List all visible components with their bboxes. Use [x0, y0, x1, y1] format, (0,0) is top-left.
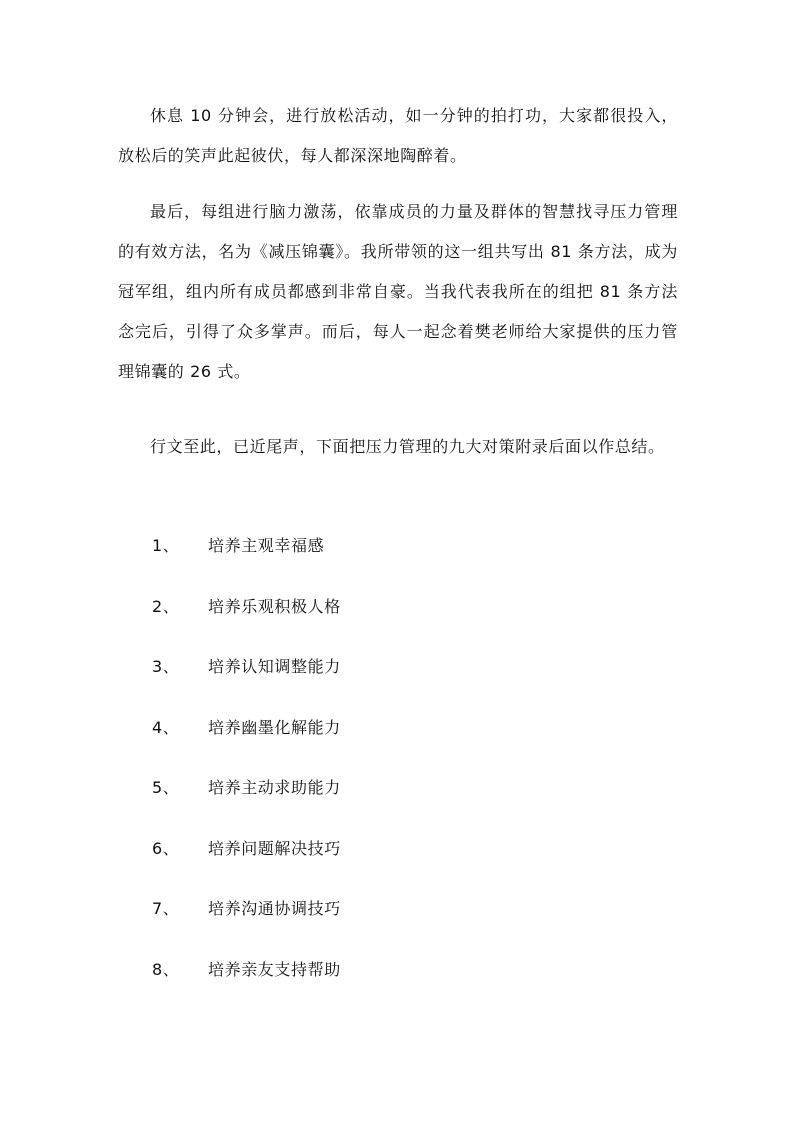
list-item-number: 2、: [152, 596, 180, 616]
list-item: [152, 893, 341, 954]
list-item: [152, 651, 341, 712]
list-item-number: 7、: [152, 899, 180, 918]
list-item-text: 培养幽墨化解能力: [208, 717, 341, 737]
list-item: [152, 712, 341, 773]
list-item-number: 4、: [152, 717, 180, 737]
list-item: [152, 772, 341, 833]
paragraph-conclusion: 行文至此，已近尾声，下面把压力管理的九大对策附录后面以作总结。: [150, 437, 665, 456]
paragraph-relaxation: 休息 10 分钟会，进行放松活动，如一分钟的拍打功，大家都很投入，放松后的笑声此起彼伏，每人都深深地陶醉着。: [118, 106, 678, 165]
list-item-number: 3、: [152, 657, 180, 676]
list-item: [152, 833, 341, 894]
list-item-number: 8、: [152, 959, 180, 979]
list-item: [152, 591, 341, 652]
list-item-text: 培养沟通协调技巧: [208, 899, 341, 918]
list-item-text: 培养乐观积极人格: [208, 596, 341, 616]
list-item: [152, 530, 341, 591]
list-item-text: 培养亲友支持帮助: [208, 959, 341, 979]
list-item-number: 1、: [152, 536, 180, 555]
list-item-text: 培养主观幸福感: [208, 536, 325, 555]
list-item-text: 培养主动求助能力: [208, 778, 341, 797]
list-item-number: 5、: [152, 778, 180, 797]
list-item-text: 培养问题解决技巧: [208, 838, 341, 858]
list-item: [152, 954, 341, 1015]
list-item-text: 培养认知调整能力: [208, 657, 341, 676]
list-item-number: 6、: [152, 838, 180, 858]
strategy-list: [152, 530, 341, 1014]
paragraph-brainstorm: 最后，每组进行脑力激荡，依靠成员的力量及群体的智慧找寻压力管理的有效方法，名为《减压锦囊》。我所带领的这一组共写出 81 条方法，成为冠军组，组内所有成员都感到非常自豪。当我代表我所在的组把 81 条方法念完后，引得了众多掌声。而后，每人一起念着樊老师给大家提供的压力管理锦囊的 26 式。: [118, 202, 678, 381]
